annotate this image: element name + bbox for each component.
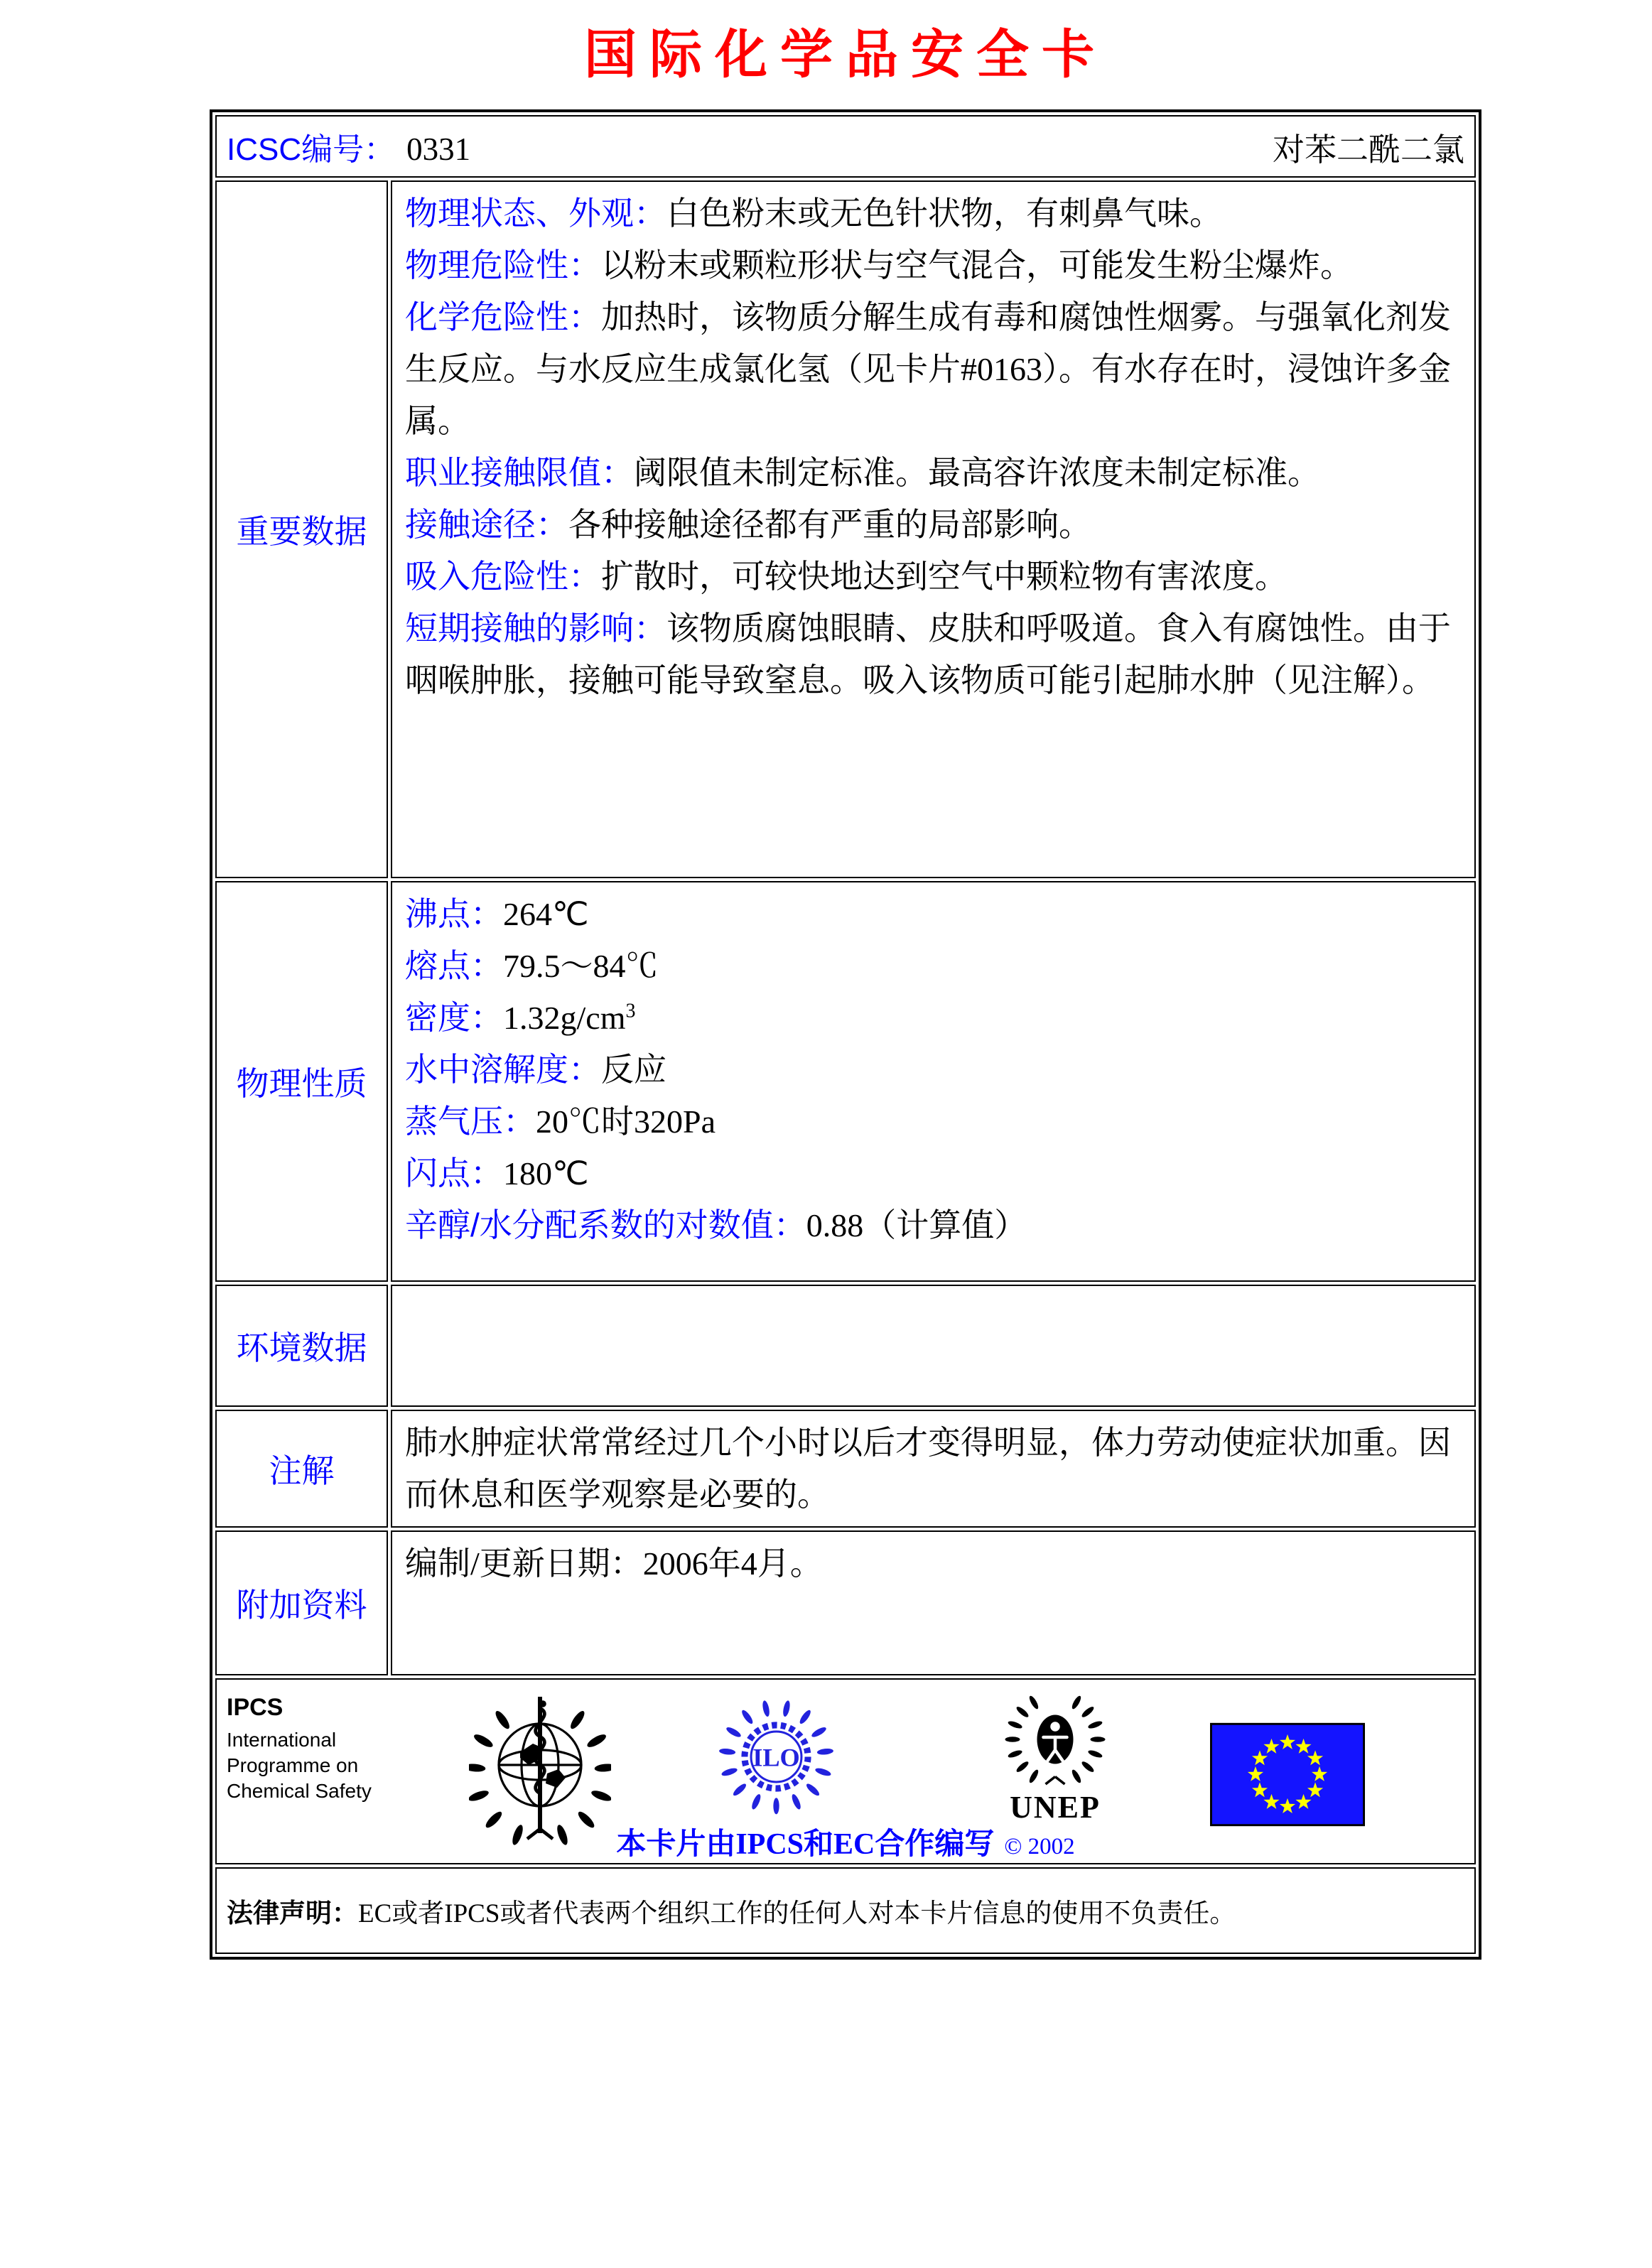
- section-important-data-content: [391, 180, 1476, 878]
- unep-label: UNEP: [1010, 1790, 1101, 1825]
- property-row: 接触途径：各种接触途径都有严重的局部影响。: [405, 506, 1091, 543]
- section-notes-label: 注解: [215, 1410, 388, 1528]
- property-row: 熔点：79.5～84℃: [405, 947, 659, 984]
- ilo-logo-icon: [718, 1698, 835, 1819]
- credit-line: [217, 1820, 1474, 1863]
- icsc-number-label: ICSC编号：: [227, 132, 396, 167]
- logos-row: [215, 1678, 1476, 1864]
- property-row: 水中溶解度：反应: [405, 1051, 666, 1088]
- eu-flag-icon: [1210, 1722, 1365, 1830]
- property-row: 沸点：264℃: [405, 895, 589, 932]
- property-row: 化学危险性：加热时，该物质分解生成有毒和腐蚀性烟雾。与强氧化剂发生反应。与水反应生成氯化氢（见卡片#0163）。有水存在时，浸蚀许多金属。: [405, 298, 1451, 439]
- property-row: 闪点：180℃: [405, 1155, 589, 1192]
- section-notes-content: [391, 1410, 1476, 1528]
- additional-info-text: 编制/更新日期：2006年4月。: [405, 1545, 823, 1582]
- page-title: 国际化学品安全卡: [584, 26, 1107, 85]
- property-row: 物理危险性：以粉末或颗粒形状与空气混合，可能发生粉尘爆炸。: [405, 247, 1353, 284]
- section-additional-info-label: 附加资料: [215, 1530, 388, 1675]
- unep-logo-icon: [984, 1692, 1126, 1825]
- title-bar: [210, 13, 1481, 88]
- safety-card-table: [210, 109, 1481, 1960]
- property-row: 蒸气压：20℃时320Pa: [405, 1103, 716, 1140]
- section-environmental-data-content: [391, 1285, 1476, 1407]
- legal-label: 法律声明：: [227, 1899, 358, 1928]
- section-environmental-data-label: 环境数据: [215, 1285, 388, 1407]
- property-row: 短期接触的影响：该物质腐蚀眼睛、皮肤和呼吸道。食入有腐蚀性。由于咽喉肿胀，接触可能导致窒息。吸入该物质可能引起肺水肿（见注解）。: [405, 610, 1451, 698]
- ipcs-subtitle: International Programme on Chemical Safety: [227, 1729, 372, 1802]
- notes-text: 肺水肿症状常常经过几个小时以后才变得明显，体力劳动使症状加重。因而休息和医学观察是必要的。: [405, 1425, 1451, 1513]
- property-row: 密度：$1.32g/cm^3$: [405, 999, 636, 1036]
- property-row: 吸入危险性：扩散时，可较快地达到空气中颗粒物有害浓度。: [405, 558, 1287, 595]
- property-row: 物理状态、外观：白色粉末或无色针状物，有刺鼻气味。: [405, 195, 1222, 232]
- credit-text: 本卡片由IPCS和EC合作编写: [616, 1828, 995, 1861]
- property-row: 职业接触限值：阈限值未制定标准。最高容许浓度未制定标准。: [405, 454, 1320, 491]
- section-physical-properties-label: 物理性质: [215, 881, 388, 1282]
- header-row: [215, 115, 1476, 178]
- ipcs-block: [227, 1694, 372, 1804]
- ipcs-title: IPCS: [227, 1694, 284, 1721]
- section-important-data-label: 重要数据: [215, 180, 388, 878]
- legal-row: [215, 1867, 1476, 1954]
- icsc-number-value: 0331: [406, 131, 471, 167]
- icsc-number: [227, 124, 470, 169]
- section-physical-properties-content: [391, 881, 1476, 1282]
- superscript: 3: [625, 1000, 636, 1022]
- copyright: © 2002: [1004, 1834, 1075, 1859]
- ilo-letters: ILO: [752, 1743, 800, 1772]
- section-additional-info-content: [391, 1530, 1476, 1675]
- legal-text: EC或者IPCS或者代表两个组织工作的任何人对本卡片信息的使用不负责任。: [358, 1899, 1236, 1928]
- property-row: 辛醇/水分配系数的对数值：0.88（计算值）: [405, 1206, 1027, 1243]
- chemical-name: 对苯二酰二氯: [1272, 131, 1464, 168]
